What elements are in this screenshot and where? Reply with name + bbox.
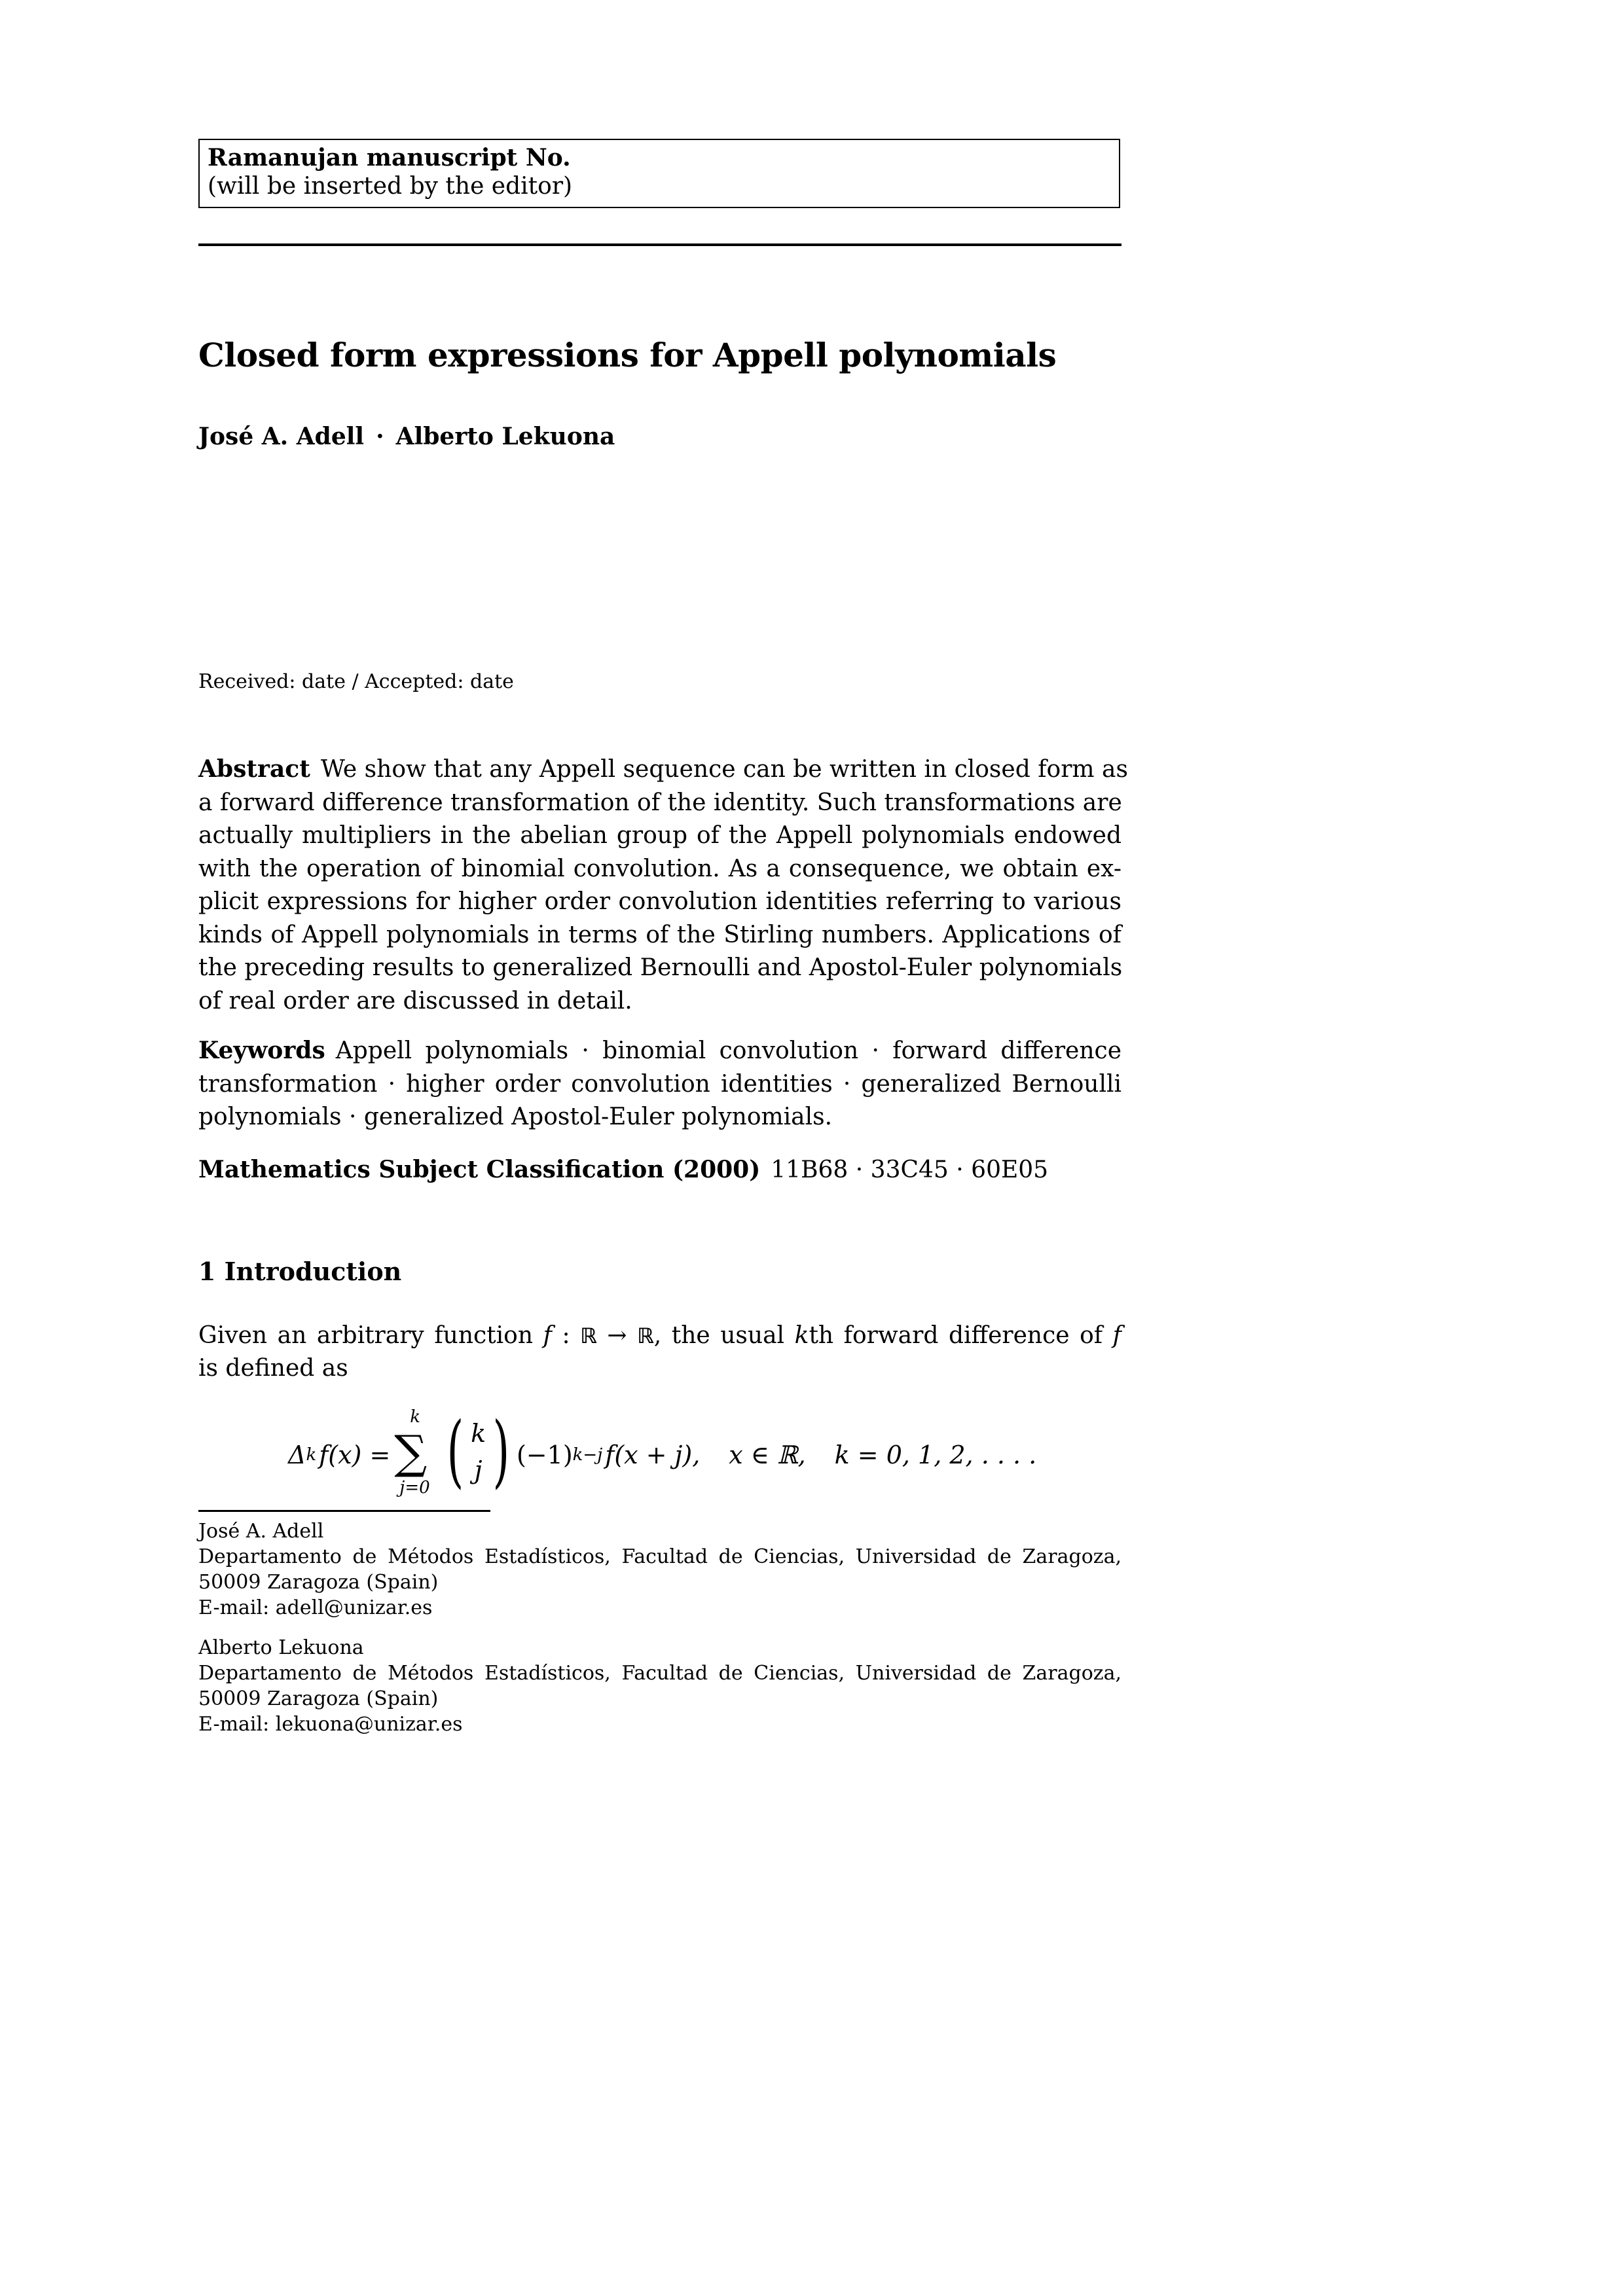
equation-row: Δ k f(x) = k ∑ j=0 ( k j ) (−1) k−j f(x + j), x ∈ ℝ, k = 0, 1, 2, . . . . xyxy=(288,1406,1037,1498)
affiliation-address: 50009 Zaragoza (Spain) xyxy=(198,1687,439,1710)
reals-symbol: ℝ xyxy=(580,1323,597,1348)
introduction-paragraph xyxy=(198,1319,1122,1385)
header-rule xyxy=(198,243,1122,246)
affiliation-email: E-mail: lekuona@unizar.es xyxy=(198,1713,463,1736)
msc-codes: 11B68 · 33C45 · 60E05 xyxy=(771,1157,1049,1183)
abstract-line: kinds of Appell polynomials in terms of the Stirling numbers. Applications of xyxy=(198,921,1122,948)
summation: k ∑ j=0 xyxy=(394,1407,430,1498)
keywords xyxy=(198,1034,1122,1134)
editor-note: (will be inserted by the editor) xyxy=(208,173,573,200)
section-heading-introduction: 1 Introduction xyxy=(198,1257,402,1286)
forward-difference-equation xyxy=(288,1407,1139,1505)
intro-line: Given an arbitrary function f : ℝ → ℝ, the usual kth forward difference of f xyxy=(198,1322,1122,1349)
delta-symbol: Δ xyxy=(288,1441,306,1469)
abstract-line: a forward difference transformation of the identity. Such transformations are xyxy=(198,789,1122,816)
footnote-rule xyxy=(198,1510,490,1512)
abstract-line: plicit expressions for higher order convolution identities referring to various xyxy=(198,888,1122,915)
affiliation-email: E-mail: adell@unizar.es xyxy=(198,1596,433,1619)
abstract-line: with the operation of binomial convolution. As a consequence, we obtain ex- xyxy=(198,855,1122,882)
intro-line: is defined as xyxy=(198,1355,348,1382)
keywords-line: transformation · higher order convolution identities · generalized Bernoulli xyxy=(198,1070,1122,1098)
affiliation-adell xyxy=(198,1518,1122,1621)
binomial-coefficient: ( k j ) xyxy=(447,1406,510,1497)
affiliation-name: Alberto Lekuona xyxy=(198,1636,364,1659)
author-name: Alberto Lekuona xyxy=(395,423,615,450)
received-accepted-dates: Received: date / Accepted: date xyxy=(198,670,514,693)
abstract-line: the preceding results to generalized Bernoulli and Apostol-Euler polynomials xyxy=(198,954,1123,981)
affiliation-lekuona xyxy=(198,1635,1122,1737)
author-list xyxy=(198,421,615,452)
affiliation-name: José A. Adell xyxy=(198,1520,324,1543)
abstract-line: of real order are discussed in detail. xyxy=(198,987,632,1014)
affiliation-department: Departamento de Métodos Estadísticos, Facultad de Ciencias, Universidad de Zaragoza, xyxy=(198,1545,1122,1568)
journal-line: Ramanujan manuscript No. xyxy=(208,144,571,171)
paper-title: Closed form expressions for Appell polynomials xyxy=(198,336,1057,374)
sigma-icon: ∑ xyxy=(394,1426,428,1479)
affiliation-address: 50009 Zaragoza (Spain) xyxy=(198,1571,439,1594)
affiliation-department: Departamento de Métodos Estadísticos, Facultad de Ciencias, Universidad de Zaragoza, xyxy=(198,1662,1122,1685)
subject-classification xyxy=(198,1153,1122,1187)
author-name: José A. Adell xyxy=(198,423,365,450)
abstract-line: Abstract We show that any Appell sequence can be written in closed form as xyxy=(198,755,1128,783)
manuscript-info-box xyxy=(198,139,1120,208)
msc-label: Mathematics Subject Classification (2000) xyxy=(198,1156,761,1183)
abstract-label: Abstract xyxy=(198,755,310,783)
abstract-line: actually multipliers in the abelian group of the Appell polynomials endowed xyxy=(198,822,1122,849)
abstract xyxy=(198,753,1128,1018)
author-separator: · xyxy=(376,423,384,450)
reals-symbol: ℝ xyxy=(637,1323,654,1348)
keywords-line: polynomials · generalized Apostol-Euler polynomials. xyxy=(198,1103,833,1130)
keywords-line: Keywords Appell polynomials · binomial convolution · forward difference xyxy=(198,1037,1122,1064)
keywords-label: Keywords xyxy=(198,1037,325,1064)
